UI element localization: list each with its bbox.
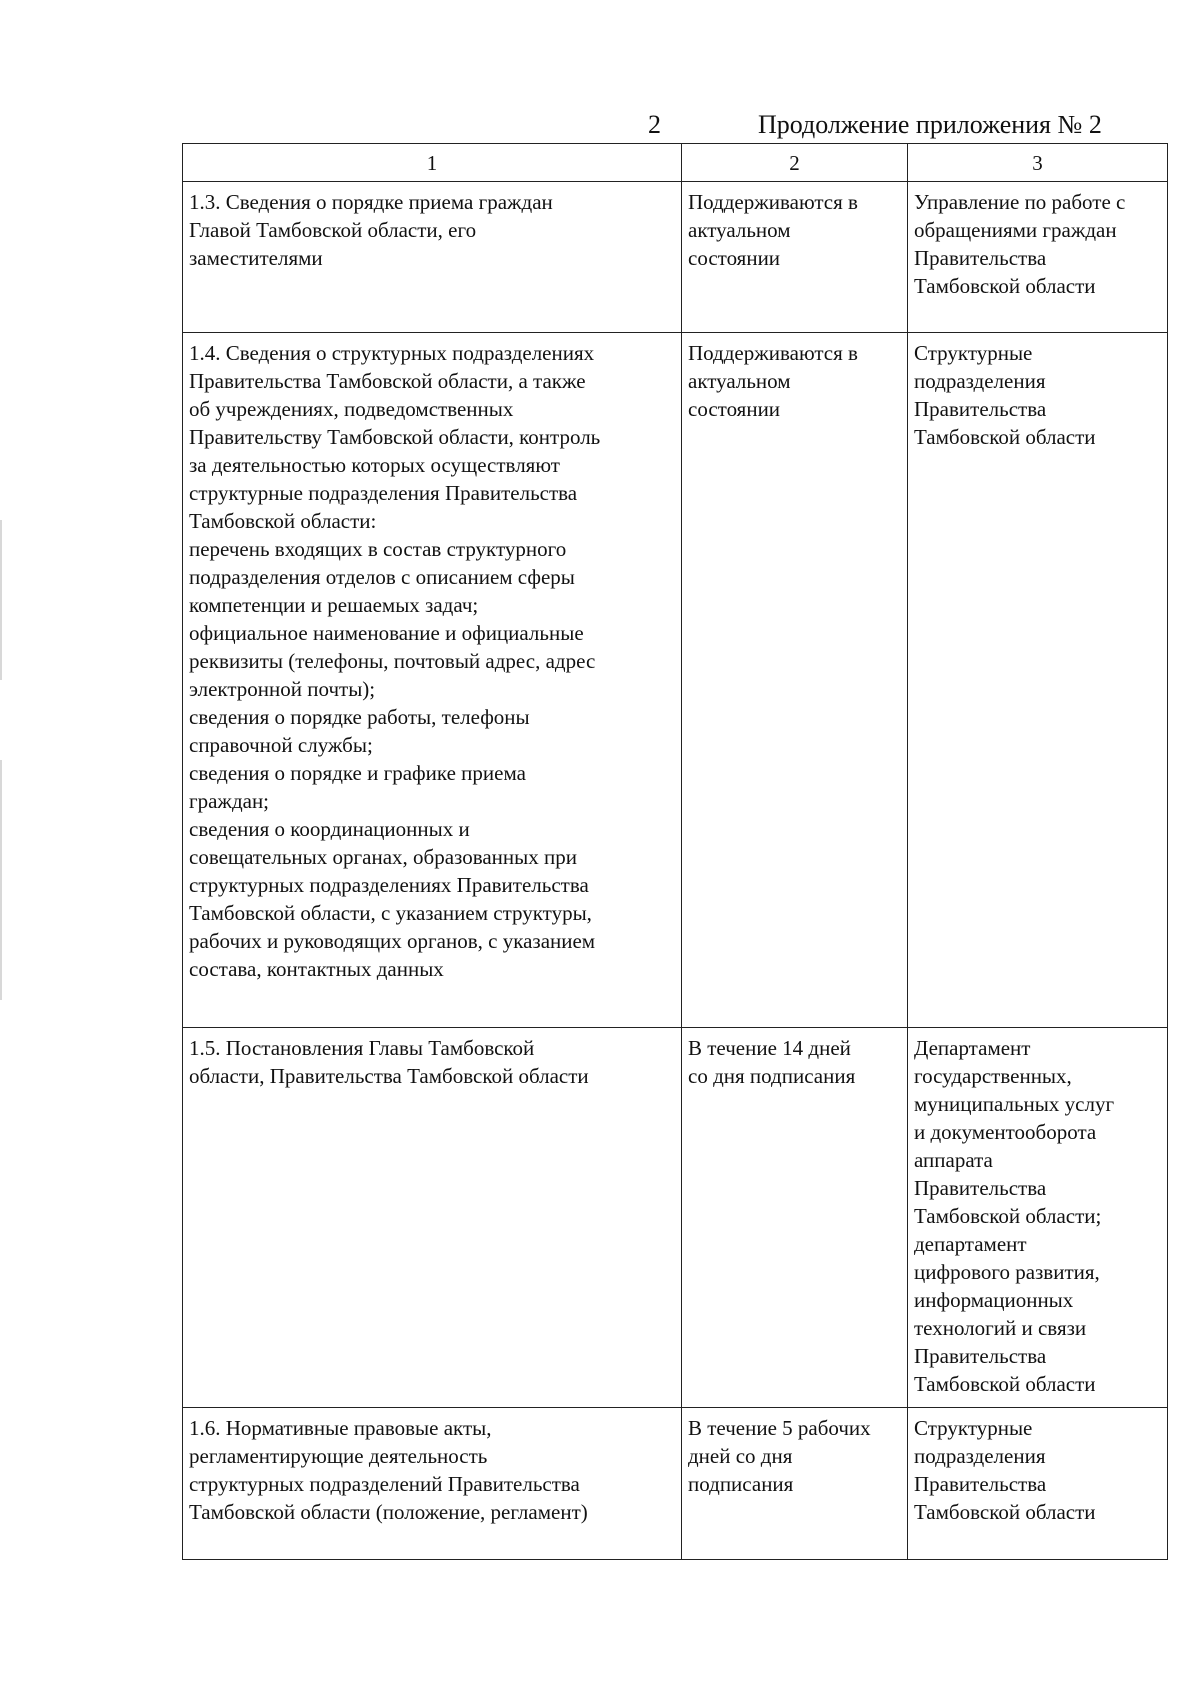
column-header-2: 2 — [682, 144, 908, 182]
row-term-cell: В течение 5 рабочих дней со дня подписания — [682, 1408, 908, 1560]
table-row — [183, 333, 1168, 1028]
scan-edge-mark-left — [0, 520, 2, 680]
table-row — [183, 182, 1168, 333]
column-header-1: 1 — [183, 144, 682, 182]
row-term-cell: В течение 14 дней со дня подписания — [682, 1028, 908, 1408]
table-header-row — [183, 144, 1168, 182]
row-item-cell: 1.3. Сведения о порядке приема граждан Главой Тамбовской области, его заместителями — [183, 182, 682, 333]
scan-edge-mark-left — [0, 760, 2, 1000]
row-responsible-cell: Управление по работе с обращениями граждан Правительства Тамбовской области — [908, 182, 1168, 333]
row-responsible-cell: Структурные подразделения Правительства Тамбовской области — [908, 1408, 1168, 1560]
row-term-cell: Поддерживаются в актуальном состоянии — [682, 333, 908, 1028]
column-header-3: 3 — [908, 144, 1168, 182]
row-responsible-cell: Структурные подразделения Правительства Тамбовской области — [908, 333, 1168, 1028]
row-item-cell: 1.6. Нормативные правовые акты, регламентирующие деятельность структурных подразделений Правительства Тамбовской области (положение, регламент) — [183, 1408, 682, 1560]
appendix-table — [182, 143, 1168, 1560]
row-item-cell: 1.5. Постановления Главы Тамбовской области, Правительства Тамбовской области — [183, 1028, 682, 1408]
page-number: 2 — [648, 110, 661, 139]
row-responsible-cell: Департамент государственных, муниципальных услуг и документооборота аппарата Правительства Тамбовской области; департамент цифрового развития, информационных технологий и связи Правительства Тамбовской области — [908, 1028, 1168, 1408]
row-item-cell: 1.4. Сведения о структурных подразделениях Правительства Тамбовской области, а также об учреждениях, подведомственных Правительству Тамбовской области, контроль за деятельностью которых осуществляют структурные подразделения Правительства Тамбовской области: перечень входящих в состав структурного подразделения отделов с описанием сферы компетенции и решаемых задач; официальное наименование и официальные реквизиты (телефоны, почтовый адрес, адрес электронной почты); сведения о порядке работы, телефоны справочной службы; сведения о порядке и графике приема граждан; сведения о координационных и совещательных органах, образованных при структурных подразделениях Правительства Тамбовской области, с указанием структуры, рабочих и руководящих органов, с указанием состава, контактных данных — [183, 333, 682, 1028]
row-term-cell: Поддерживаются в актуальном состоянии — [682, 182, 908, 333]
appendix-continuation-title: Продолжение приложения № 2 — [758, 110, 1102, 139]
table-row — [183, 1408, 1168, 1560]
table-row — [183, 1028, 1168, 1408]
